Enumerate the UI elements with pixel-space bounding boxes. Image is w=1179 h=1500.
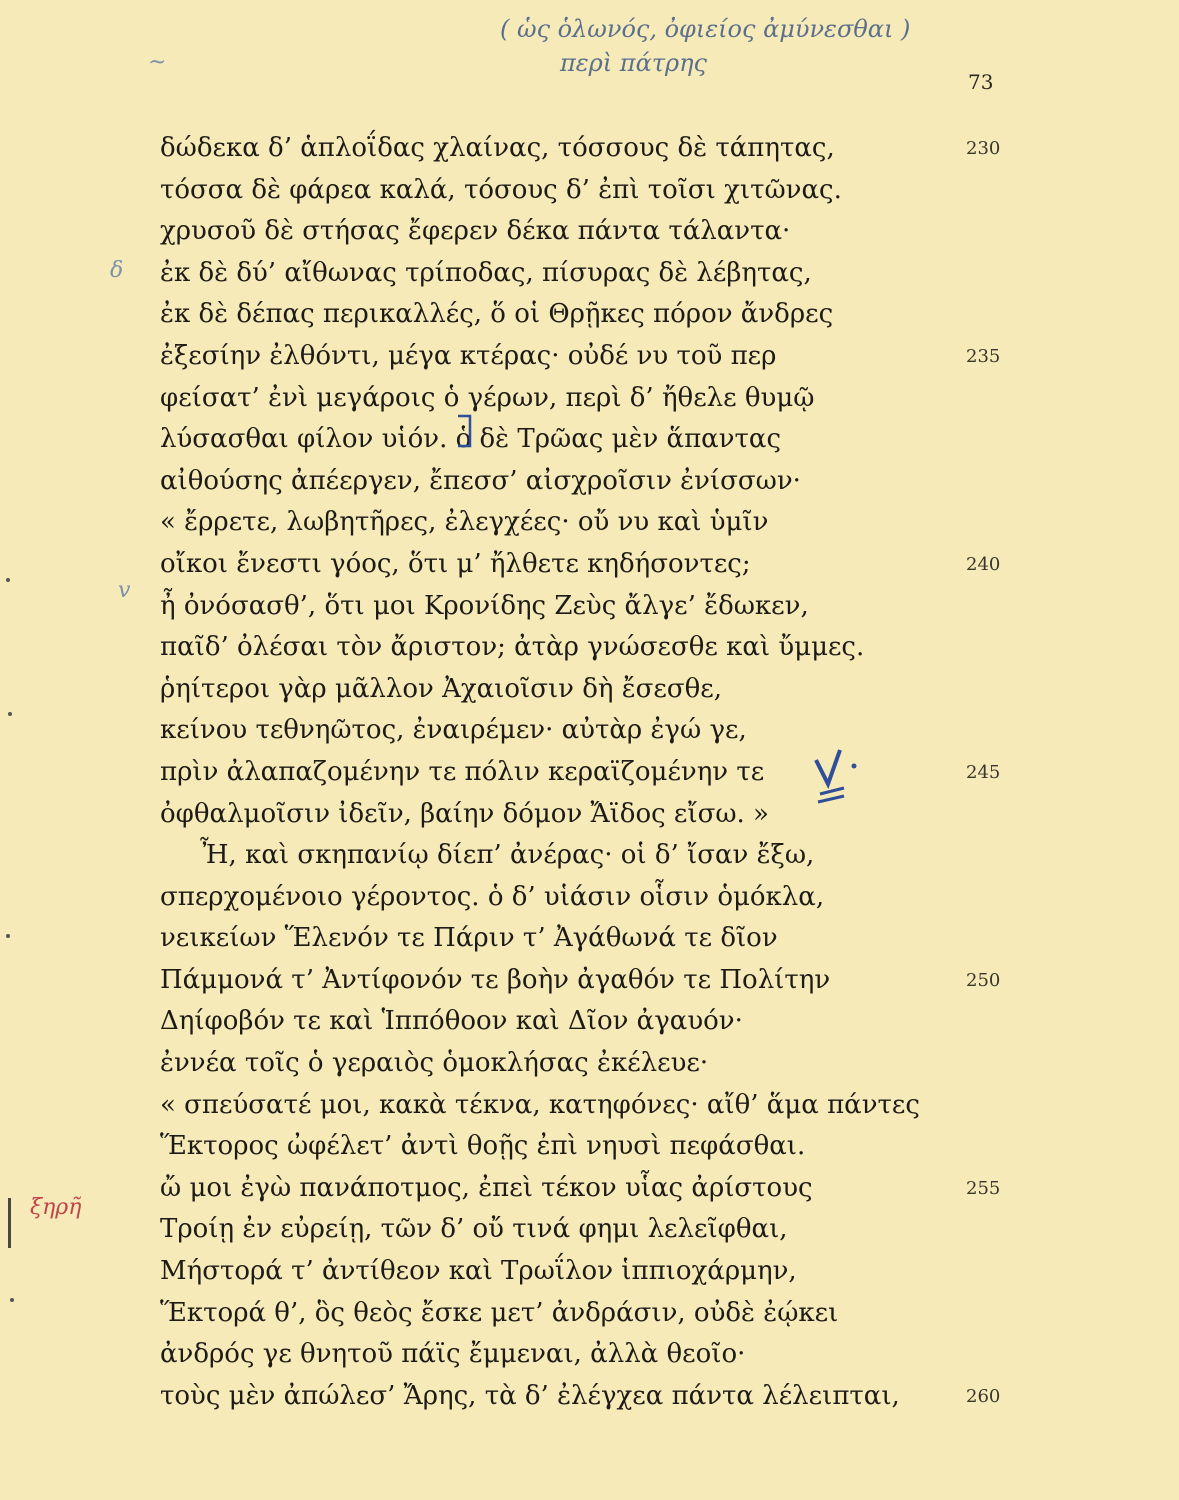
- verse-text: ἐννέα τοῖς ὁ γεραιὸς ὁμοκλήσας ἐκέλευε·: [160, 1048, 709, 1079]
- verse-text: ἀνδρός γε θνητοῦ πάϊς ἔμμεναι, ἀλλὰ θεοῖο·: [160, 1339, 746, 1370]
- line-number: 240: [966, 553, 1001, 575]
- verse-text: Ἕκτορος ὠφέλετ’ ἀντὶ θοῇς ἐπὶ νηυσὶ πεφάσθαι.: [160, 1131, 806, 1162]
- verse-text: Πάμμονά τ’ Ἀντίφονόν τε βοὴν ἀγαθόν τε Πολίτην: [160, 964, 831, 995]
- verse-text: Μήστορά τ’ ἀντίθεον καὶ Τρωΐλον ἱππιοχάρμην,: [160, 1256, 797, 1287]
- line-number: 260: [966, 1385, 1001, 1407]
- verse-text: Ἕκτορά θ’, ὃς θεὸς ἔσκε μετ’ ἀνδράσιν, οὐδὲ ἐῴκει: [160, 1297, 839, 1328]
- verse-line: [160, 627, 1060, 669]
- verse-line: [160, 877, 1060, 919]
- verse-text: Ἦ, καὶ σκηπανίῳ δίεπ’ ἀνέρας· οἱ δ’ ἴσαν ἔξω,: [200, 840, 815, 871]
- verse-line: [160, 336, 1060, 378]
- page-number: 73: [968, 70, 994, 94]
- blue-check-mark: [810, 742, 860, 812]
- verse-text: ῥηίτεροι γὰρ μᾶλλον Ἀχαιοῖσιν δὴ ἔσεσθε,: [160, 673, 723, 704]
- verse-text: ἐκ δὲ δέπας περικαλλές, ὅ οἱ Θρῇκες πόρον ἄνδρες: [160, 299, 834, 330]
- verse-text: τοὺς μὲν ἀπώλεσ’ Ἄρης, τὰ δ’ ἐλέγχεα πάντα λέλειπται,: [160, 1380, 900, 1411]
- verse-text: σπερχομένοιο γέροντος. ὁ δ’ υἱάσιν οἷσιν ὁμόκλα,: [160, 881, 825, 912]
- paper-speck: [6, 934, 10, 938]
- verse-line: [160, 669, 1060, 711]
- pencil-mark-left: δ: [110, 258, 124, 283]
- verse-text: δώδεκα δ’ ἁπλοΐδας χλαίνας, τόσσους δὲ τάπητας,: [160, 133, 835, 163]
- verse-line: [160, 211, 1060, 253]
- verse-text: πρὶν ἀλαπαζομένην τε πόλιν κεραϊζομένην τε: [160, 756, 765, 787]
- verse-line: [160, 461, 1060, 503]
- verse-line: [160, 835, 1060, 877]
- pencil-mark-top-left: ~: [148, 50, 167, 75]
- verse-line: [160, 1376, 1060, 1418]
- line-number: 235: [966, 345, 1001, 367]
- verse-text: ὤ μοι ἐγὼ πανάποτμος, ἐπεὶ τέκον υἷας ἀρίστους: [160, 1172, 813, 1203]
- verse-line: [160, 752, 1060, 794]
- verse-line: [160, 419, 1060, 461]
- line-number: 255: [966, 1177, 1001, 1199]
- verse-line: [160, 1251, 1060, 1293]
- paper-speck: [6, 578, 10, 582]
- verse-text: ἐξεσίην ἐλθόντι, μέγα κτέρας· οὐδέ νυ τοῦ περ: [160, 340, 777, 371]
- verse-line: [160, 1209, 1060, 1251]
- red-margin-note: ξηρῆ: [30, 1195, 82, 1220]
- verse-line: [160, 170, 1060, 212]
- verse-line: [160, 960, 1060, 1002]
- verse-text: νεικείων Ἕλενόν τε Πάριν τ’ Ἀγάθωνά τε δῖον: [160, 923, 778, 954]
- verse-line: [160, 294, 1060, 336]
- paper-speck: [10, 1298, 14, 1302]
- verse-line: [160, 710, 1060, 752]
- verse-line: [160, 1168, 1060, 1210]
- verse-text: « ἔρρετε, λωβητῆρες, ἐλεγχέες· οὔ νυ καὶ ὑμῖν: [160, 507, 769, 538]
- verse-line: [160, 1126, 1060, 1168]
- verse-text: Δηίφοβόν τε καὶ Ἱππόθοον καὶ Δῖον ἀγαυόν·: [160, 1006, 743, 1037]
- blue-bracket-mark: [454, 412, 476, 452]
- handwritten-annotation-line1: ( ὡς ὁλωνός, ὀφιείος ἀμύνεσθαι ): [500, 15, 911, 43]
- verse-line: [160, 1334, 1060, 1376]
- verse-line: [160, 128, 1060, 170]
- line-number: 230: [966, 138, 1001, 159]
- verse-text: « σπεύσατέ μοι, κακὰ τέκνα, κατηφόνες· αἴθ’ ἅμα πάντες: [160, 1089, 920, 1120]
- verse-line: [160, 586, 1060, 628]
- verse-text: κείνου τεθνηῶτος, ἐναιρέμεν· αὐτὰρ ἐγώ γε,: [160, 715, 747, 746]
- verse-text: ἦ ὀνόσασθ’, ὅτι μοι Κρονίδης Ζεὺς ἄλγε’ ἔδωκεν,: [160, 590, 809, 621]
- verse-line: [160, 794, 1060, 836]
- verse-text: ὀφθαλμοῖσιν ἰδεῖν, βαίην δόμον Ἄϊδος εἴσω. »: [160, 798, 769, 829]
- verse-text: τόσσα δὲ φάρεα καλά, τόσους δ’ ἐπὶ τοῖσι χιτῶνας.: [160, 174, 842, 205]
- verse-list: [160, 128, 1060, 1417]
- verse-text: φείσατ’ ἐνὶ μεγάροις ὁ γέρων, περὶ δ’ ἤθελε θυμῷ: [160, 382, 815, 413]
- paper-speck: [8, 712, 12, 716]
- verse-line: [160, 1293, 1060, 1335]
- handwritten-annotation-line2: περὶ πάτρης: [560, 49, 707, 77]
- verse-text: ἐκ δὲ δύ’ αἴθωνας τρίποδας, πίσυρας δὲ λέβητας,: [160, 257, 812, 288]
- handwritten-annotation: [500, 12, 910, 80]
- verse-text: Τροίῃ ἐν εὐρείῃ, τῶν δ’ οὔ τινά φημι λελεῖφθαι,: [160, 1214, 788, 1245]
- verse-text: αἰθούσης ἀπέεργεν, ἔπεσσ’ αἰσχροῖσιν ἐνίσσων·: [160, 465, 801, 496]
- verse-line: [160, 544, 1060, 586]
- margin-bracket: [8, 1198, 11, 1248]
- verse-line: [160, 918, 1060, 960]
- verse-text: χρυσοῦ δὲ στήσας ἔφερεν δέκα πάντα τάλαντα·: [160, 216, 791, 247]
- verse-line: [160, 378, 1060, 420]
- verse-line: [160, 1085, 1060, 1127]
- verse-line: [160, 1043, 1060, 1085]
- line-number: 250: [966, 969, 1001, 991]
- verse-line: [160, 1001, 1060, 1043]
- verse-text: οἴκοι ἔνεστι γόος, ὅτι μ’ ἤλθετε κηδήσοντες;: [160, 548, 751, 579]
- verse-line: [160, 253, 1060, 295]
- pencil-mark-left-2: v: [118, 578, 131, 603]
- verse-text: παῖδ’ ὀλέσαι τὸν ἄριστον; ἀτὰρ γνώσεσθε καὶ ὔμμες.: [160, 632, 865, 663]
- verse-text: λύσασθαι φίλον υἱόν. ὁ δὲ Τρῶας μὲν ἅπαντας: [160, 424, 782, 455]
- verse-line: [160, 502, 1060, 544]
- line-number: 245: [966, 761, 1001, 783]
